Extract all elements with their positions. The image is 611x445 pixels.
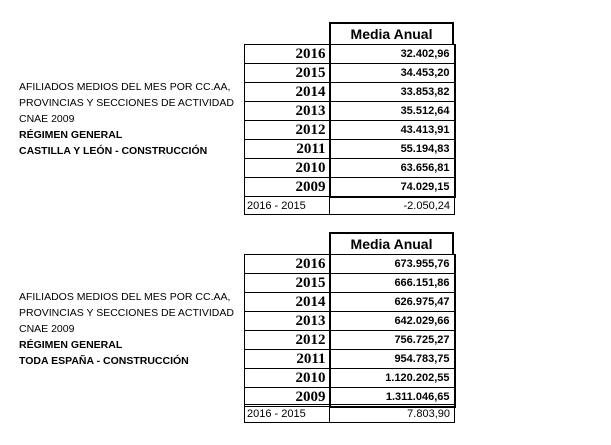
year-cell: 2010: [245, 369, 330, 388]
year-cell: 2012: [245, 331, 330, 350]
value-cell: 34.453,20: [330, 64, 455, 83]
table-row: [245, 45, 455, 64]
media-anual-header: Media Anual: [329, 22, 454, 44]
table-row: [245, 255, 455, 274]
table-row: [245, 293, 455, 312]
table-row: [245, 83, 455, 102]
diff-label: 2016 - 2015: [245, 405, 330, 423]
value-cell: 43.413,91: [330, 121, 455, 140]
desc-line: CNAE 2009: [19, 113, 75, 125]
value-cell: 626.975,47: [330, 293, 455, 312]
value-cell: 1.120.202,55: [330, 369, 455, 388]
year-cell: 2010: [245, 159, 330, 178]
value-cell: 74.029,15: [330, 178, 455, 197]
value-cell: 954.783,75: [330, 350, 455, 369]
diff-row: [244, 196, 455, 215]
annual-table: [244, 254, 456, 408]
value-cell: 63.656,81: [330, 159, 455, 178]
desc-line-region: CASTILLA Y LEÓN - CONSTRUCCIÓN: [19, 145, 208, 157]
year-cell: 2011: [245, 140, 330, 159]
section-description: [19, 79, 234, 159]
desc-line-regime: RÉGIMEN GENERAL: [19, 339, 123, 351]
table-row: [245, 350, 455, 369]
year-cell: 2011: [245, 350, 330, 369]
year-cell: 2013: [245, 312, 330, 331]
table-row: [245, 64, 455, 83]
desc-line-regime: RÉGIMEN GENERAL: [19, 129, 123, 141]
year-cell: 2012: [245, 121, 330, 140]
table-row: [245, 369, 455, 388]
table-row: [245, 102, 455, 121]
diff-label: 2016 - 2015: [245, 197, 330, 215]
year-cell: 2009: [245, 178, 330, 197]
desc-line: PROVINCIAS Y SECCIONES DE ACTIVIDAD: [19, 307, 234, 319]
desc-line: CNAE 2009: [19, 323, 75, 335]
value-cell: 55.194,83: [330, 140, 455, 159]
value-cell: 642.029,66: [330, 312, 455, 331]
diff-value: 7.803,90: [330, 405, 455, 423]
table-row: [245, 140, 455, 159]
table-row: [245, 159, 455, 178]
table-row: [245, 274, 455, 293]
section-description: [19, 289, 234, 369]
diff-row: [244, 404, 455, 423]
year-cell: 2013: [245, 102, 330, 121]
year-cell: 2015: [245, 274, 330, 293]
table-row: [245, 331, 455, 350]
value-cell: 33.853,82: [330, 83, 455, 102]
table-row: [245, 178, 455, 197]
annual-table: [244, 44, 456, 198]
value-cell: 666.151,86: [330, 274, 455, 293]
desc-line: AFILIADOS MEDIOS DEL MES POR CC.AA,: [19, 291, 231, 303]
year-cell: 2014: [245, 293, 330, 312]
value-cell: 35.512,64: [330, 102, 455, 121]
value-cell: 673.955,76: [330, 255, 455, 274]
year-cell: 2009: [245, 388, 330, 407]
diff-value: -2.050,24: [330, 197, 455, 215]
year-cell: 2015: [245, 64, 330, 83]
desc-line: PROVINCIAS Y SECCIONES DE ACTIVIDAD: [19, 97, 234, 109]
value-cell: 756.725,27: [330, 331, 455, 350]
year-cell: 2014: [245, 83, 330, 102]
desc-line-region: TODA ESPAÑA - CONSTRUCCIÓN: [19, 355, 189, 367]
desc-line: AFILIADOS MEDIOS DEL MES POR CC.AA,: [19, 81, 231, 93]
value-cell: 32.402,96: [330, 45, 455, 64]
value-cell: 1.311.046,65: [330, 388, 455, 407]
media-anual-header: Media Anual: [329, 232, 454, 254]
table-row: [245, 121, 455, 140]
year-cell: 2016: [245, 255, 330, 274]
table-row: [245, 312, 455, 331]
year-cell: 2016: [245, 45, 330, 64]
